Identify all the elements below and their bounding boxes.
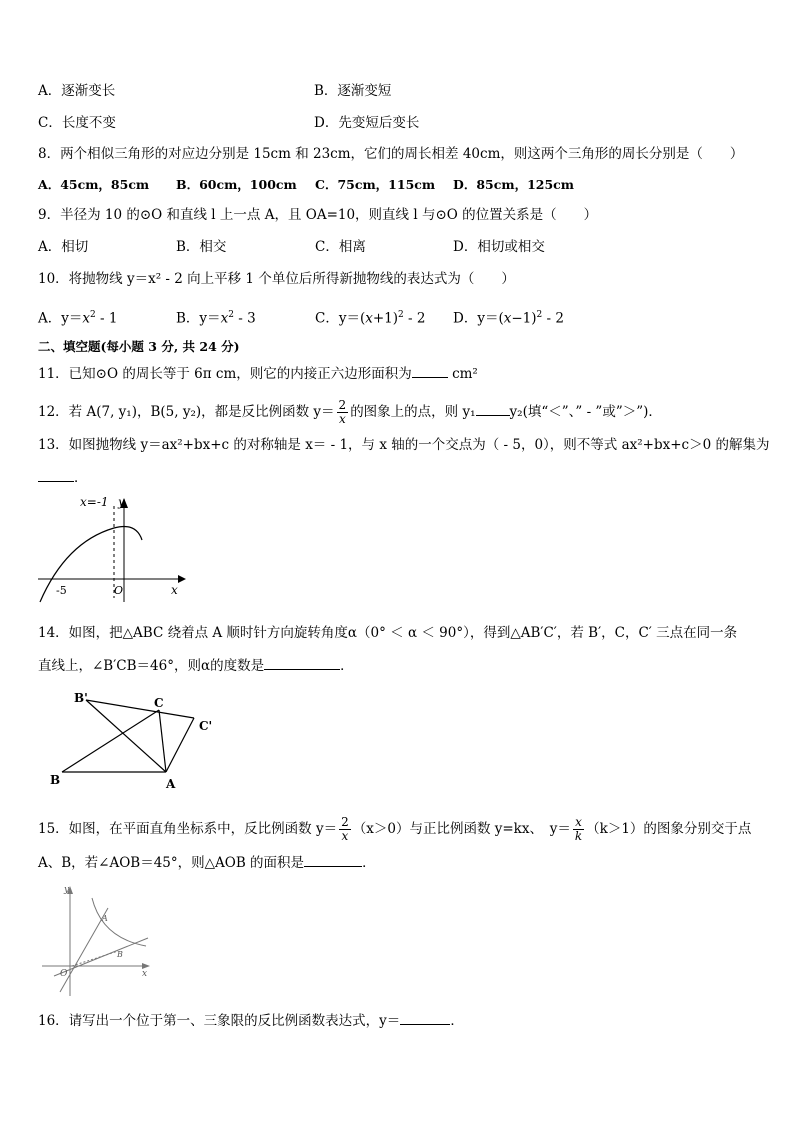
q7-option-c: C．长度不变 [38,115,116,131]
q9-option-a: A．相切 [38,239,89,255]
q8-option-b: B．60cm，100cm [176,177,297,192]
q15-fraction-2: $\frac{x}{k}$ [574,815,583,843]
q12: 12．若 A(7, y₁)，B(5, y₂)，都是反比例函数 y＝ $\frac{2}{x}$ 的图象上的点，则 y₁ y₂(填“＜”、” - ”或”＞”)． [38,398,662,426]
q10-option-c: C．$y=(x+1)^2 - 2$ [315,310,426,327]
origin-label: O [114,584,124,597]
q9-option-b: B．相交 [176,239,227,255]
q15-line1: 15．如图，在平面直角坐标系中，反比例函数 y＝ $\frac{2}{x}$ （x＞0）与正比例函数 y=kx、 y＝ $\frac{x}{k}$ （k＞1）的图象分别交于点 [38,815,752,843]
neg5-label: -5 [56,584,67,597]
q15-line2: A、B，若∠AOB＝45°，则△AOB 的面积是 ． [38,852,376,872]
q11-answer-blank[interactable] [412,363,448,378]
q7-option-d: D．先变短后变长 [314,115,420,131]
x-axis-label: x [142,969,148,979]
q10-stem: 10．将抛物线 y＝x² - 2 向上平移 1 个单位后所得新抛物线的表达式为（ ） [38,271,515,287]
q8-option-c: C．75cm，115cm [315,177,436,192]
q15-fraction-1: $\frac{2}{x}$ [341,815,349,843]
y-axis-label: y [64,885,70,895]
label-b-prime: B' [74,691,88,705]
q10-option-a: A．$y=x^2 - 1$ [38,310,118,327]
label-c-prime: C' [199,719,213,733]
q9-stem: 9．半径为 10 的⊙O 和直线 l 上一点 A，且 OA=10，则直线 l 与⊙O 的位置关系是（ ） [38,207,598,223]
q13-line1: 13．如图抛物线 y＝ax²+bx+c 的对称轴是 x＝ - 1，与 x 轴的一个交点为（ - 5，0），则不等式 ax²+bx+c＞0 的解集为 [38,437,770,453]
symmetry-axis-label: x=-1 [80,495,109,509]
q9-option-d: D．相切或相交 [453,239,545,255]
figure-15-coordinate [40,884,152,998]
segment-ca [159,710,166,772]
figure-13-parabola [36,492,186,604]
q8-option-a: A．45cm，85cm [38,177,150,192]
q14-line2: 直线上，∠B′CB＝46°，则α的度数是 ． [38,655,354,675]
q15-answer-blank[interactable] [304,852,362,867]
x-axis-label: x [171,583,178,597]
segment-c1a [166,718,194,772]
q14-answer-blank[interactable] [264,655,340,670]
q16-answer-blank[interactable] [400,1010,450,1025]
q7-option-a: A．逐渐变长 [38,83,116,99]
q9-option-c: C．相离 [315,239,366,255]
q10-option-d: D．$y=(x-1)^2 - 2$ [453,310,564,327]
q12-fraction: $\frac{2}{x}$ [338,398,347,426]
q12-answer-blank[interactable] [476,401,510,416]
section-title: 二、填空题(每小题 3 分, 共 24 分) [38,339,240,354]
q10-option-b: B．$y=x^2 - 3$ [176,310,256,327]
point-b-label: B [117,950,123,959]
figure-14-rotation [44,686,224,792]
q13-answer-blank[interactable] [38,467,74,482]
label-c: C [154,696,164,710]
q13-line2: ． [38,467,88,487]
origin-label: O [60,969,68,979]
x-axis-arrow [178,575,186,583]
q7-option-b: B．逐渐变短 [314,83,392,99]
y-axis-label: y [118,495,125,509]
point-a-label: A [102,914,108,923]
line-y-x-over-k [54,938,148,976]
q16: 16．请写出一个位于第一、三象限的反比例函数表达式，y＝ ． [38,1010,464,1030]
segment-bc [62,710,159,772]
label-a: A [166,777,176,791]
q11: 11．已知⊙O 的周长等于 6π cm，则它的内接正六边形面积为 cm² [38,363,478,383]
q14-line1: 14．如图，把△ABC 绕着点 A 顺时针方向旋转角度α（0° ＜ α ＜ 90°），得到△AB′C′，若 B′，C，C′ 三点在同一条 [38,625,738,641]
line-y-kx [60,908,108,992]
label-b: B [50,773,61,787]
q8-option-d: D．85cm，125cm [453,177,575,192]
q8-stem: 8．两个相似三角形的对应边分别是 15cm 和 23cm，它们的周长相差 40cm，则这两个三角形的周长分别是（ ） [38,146,744,162]
